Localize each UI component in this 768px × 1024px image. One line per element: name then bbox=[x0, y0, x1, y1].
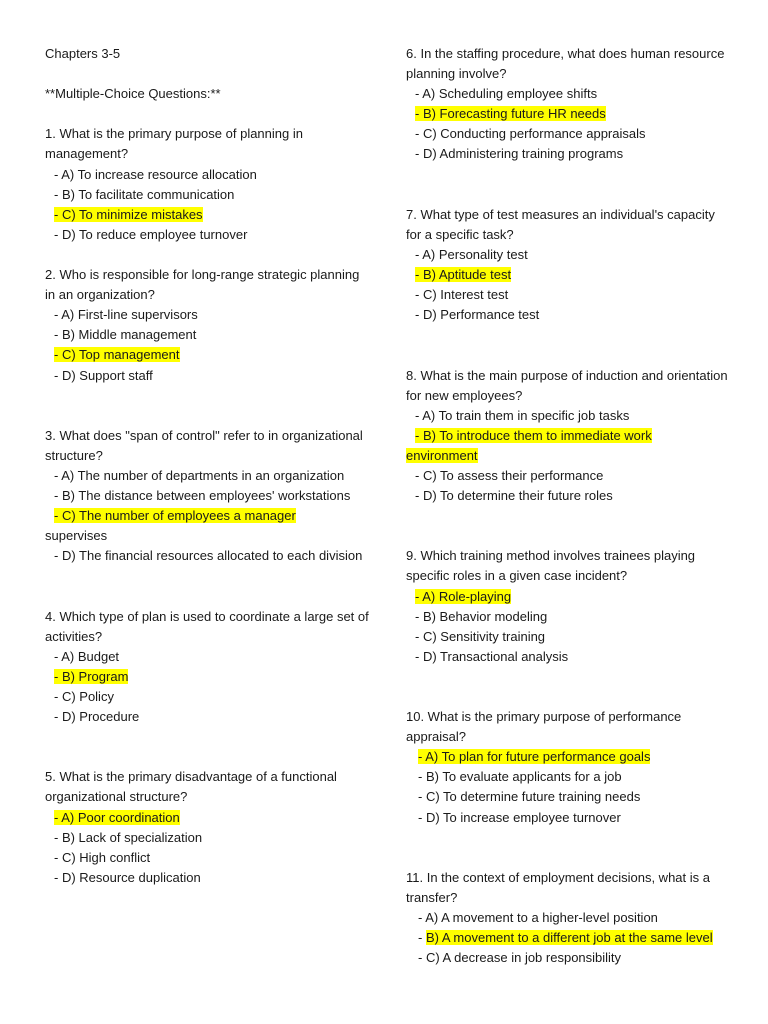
option-b-answer: - B) Program bbox=[54, 668, 129, 684]
option-b: - B) To evaluate applicants for a job bbox=[418, 769, 622, 785]
option-c: - C) To determine future training needs bbox=[418, 789, 641, 805]
question-prompt: 8. What is the main purpose of induction and orientation for new employees? bbox=[406, 367, 728, 403]
option-a: - A) Scheduling employee shifts bbox=[415, 86, 598, 102]
option-c: - C) To assess their performance bbox=[415, 467, 604, 483]
option-d: - D) Performance test bbox=[415, 307, 540, 323]
question-2 bbox=[45, 265, 370, 386]
question-8 bbox=[406, 366, 731, 507]
question-prompt: 11. In the context of employment decisions, what is a transfer? bbox=[406, 869, 710, 905]
option-b-answer: - B) Aptitude test bbox=[415, 267, 512, 283]
option-a: - A) First-line supervisors bbox=[54, 307, 198, 323]
option-a: - A) To train them in specific job tasks bbox=[415, 407, 630, 423]
question-1 bbox=[45, 124, 370, 245]
option-c: - C) Sensitivity training bbox=[415, 628, 546, 644]
question-prompt: 7. What type of test measures an individual's capacity for a specific task? bbox=[406, 206, 715, 242]
option-b: - B) The distance between employees' workstations bbox=[54, 488, 351, 504]
option-b-answer: - B) Forecasting future HR needs bbox=[415, 106, 606, 122]
option-b-answer: - B) A movement to a different job at the same level bbox=[418, 930, 713, 946]
question-11 bbox=[406, 868, 731, 968]
option-c: - C) Conducting performance appraisals bbox=[415, 126, 646, 142]
option-a: - A) Personality test bbox=[415, 246, 528, 262]
option-c: - C) High conflict bbox=[54, 849, 151, 865]
option-b: - B) Middle management bbox=[54, 327, 197, 343]
question-prompt: 5. What is the primary disadvantage of a functional organizational structure? bbox=[45, 769, 337, 805]
option-c: - C) Policy bbox=[54, 689, 114, 704]
question-prompt: 4. Which type of plan is used to coordinate a large set of activities? bbox=[45, 608, 369, 644]
question-prompt: 3. What does "span of control" refer to in organizational structure? bbox=[45, 427, 363, 463]
question-prompt: 2. Who is responsible for long-range strategic planning in an organization? bbox=[45, 267, 360, 303]
option-c: - C) Interest test bbox=[415, 287, 509, 303]
option-b-answer: - B) To introduce them to immediate work bbox=[415, 427, 652, 443]
option-a: - A) To increase resource allocation bbox=[54, 166, 257, 182]
option-c-answer: - C) Top management bbox=[54, 347, 180, 363]
option-d: - D) Administering training programs bbox=[415, 146, 624, 162]
option-d: - D) To increase employee turnover bbox=[418, 809, 621, 825]
question-5 bbox=[45, 767, 370, 888]
option-a-answer: - A) To plan for future performance goals bbox=[418, 749, 651, 765]
option-a: - A) A movement to a higher-level position bbox=[418, 910, 658, 926]
option-a: - A) The number of departments in an organization bbox=[54, 467, 345, 483]
document-title: Chapters 3-5 bbox=[45, 46, 121, 61]
option-d: - D) Resource duplication bbox=[54, 869, 201, 885]
question-prompt: 10. What is the primary purpose of performance appraisal? bbox=[406, 709, 682, 745]
option-a-answer: - A) Role-playing bbox=[415, 588, 512, 604]
option-d: - D) To determine their future roles bbox=[415, 488, 613, 504]
question-10 bbox=[406, 707, 731, 828]
option-c: - C) A decrease in job responsibility bbox=[418, 950, 622, 966]
option-b: - B) Behavior modeling bbox=[415, 608, 548, 624]
question-6 bbox=[406, 44, 731, 165]
right-column bbox=[406, 44, 731, 968]
option-d: - D) The financial resources allocated to each division bbox=[54, 548, 363, 564]
option-d: - D) To reduce employee turnover bbox=[54, 226, 248, 242]
question-prompt: 1. What is the primary purpose of planning in management? bbox=[45, 126, 303, 162]
option-c-continuation: supervises bbox=[45, 528, 108, 544]
question-3 bbox=[45, 426, 370, 567]
option-b-continuation: environment bbox=[406, 447, 478, 463]
option-d: - D) Support staff bbox=[54, 367, 153, 383]
option-b: - B) Lack of specialization bbox=[54, 829, 203, 845]
question-prompt: 9. Which training method involves trainees playing specific roles in a given case incident? bbox=[406, 548, 696, 584]
option-a-answer: - A) Poor coordination bbox=[54, 809, 180, 825]
question-4 bbox=[45, 607, 370, 728]
option-c-answer: - C) The number of employees a manager bbox=[54, 508, 296, 524]
section-heading: **Multiple-Choice Questions:** bbox=[45, 86, 221, 102]
left-column bbox=[45, 44, 370, 888]
option-b: - B) To facilitate communication bbox=[54, 186, 235, 202]
question-9 bbox=[406, 546, 731, 667]
question-prompt: 6. In the staffing procedure, what does human resource planning involve? bbox=[406, 46, 725, 82]
option-c-answer: - C) To minimize mistakes bbox=[54, 206, 203, 222]
option-a: - A) Budget bbox=[54, 648, 120, 664]
question-7 bbox=[406, 205, 731, 326]
option-d: - D) Transactional analysis bbox=[415, 648, 569, 664]
option-d: - D) Procedure bbox=[54, 709, 140, 725]
